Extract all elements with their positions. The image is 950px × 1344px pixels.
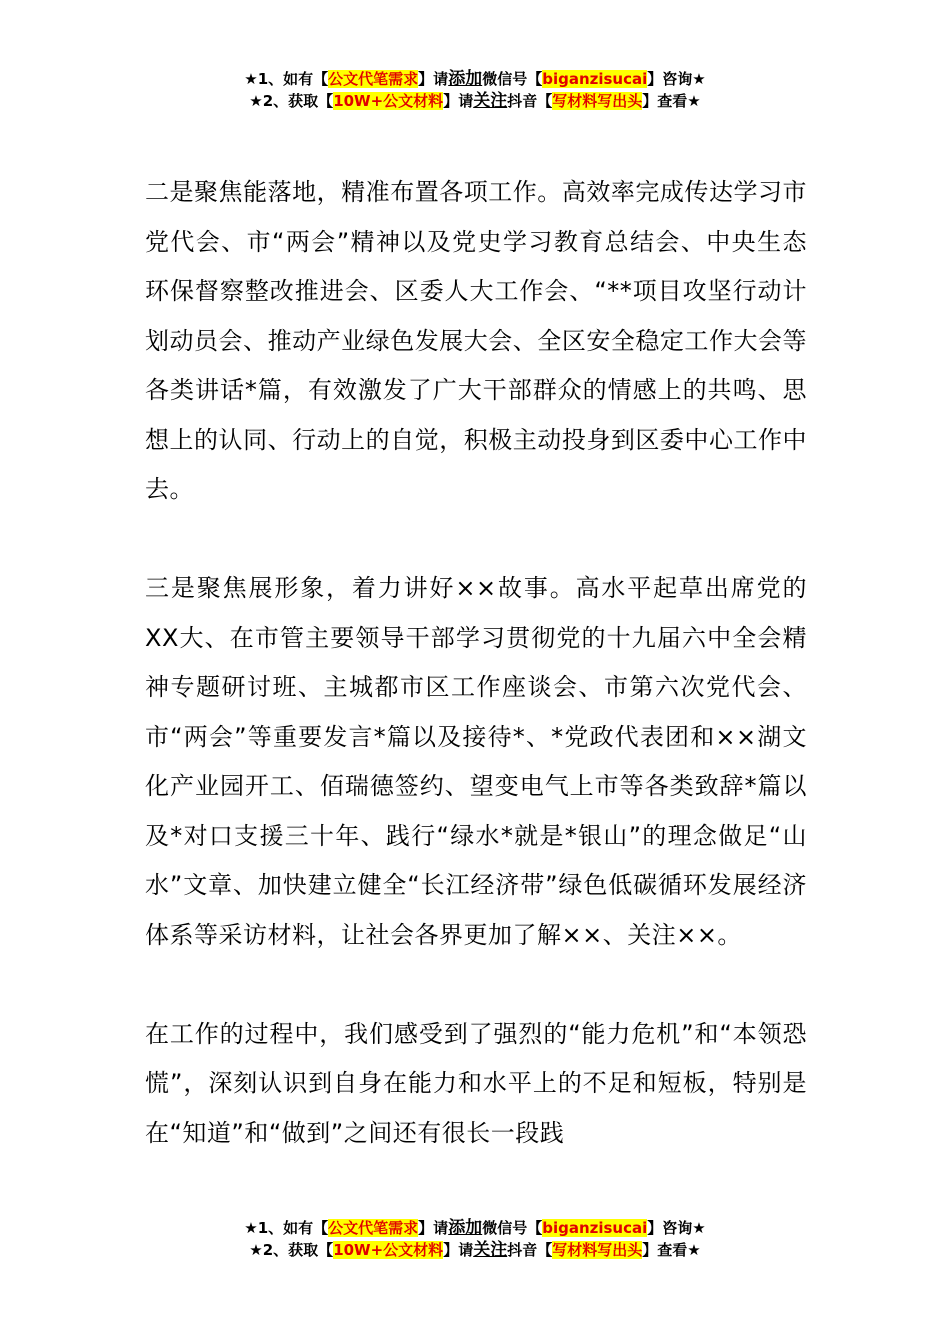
banner-line-2 (0, 1239, 950, 1261)
banner-highlight: 写材料写出头 (552, 1241, 643, 1259)
banner-text: 】请 (418, 70, 449, 88)
banner-highlight: biganzisucai (542, 1219, 648, 1237)
banner-highlight: 写材料写出头 (552, 92, 643, 110)
paragraph-3: 在工作的过程中，我们感受到了强烈的“能力危机”和“本领恐慌”，深刻认识到自身在能力和水平上的不足和短板，特别是在“知道”和“做到”之间还有很长一段践 (145, 1019, 807, 1147)
banner-text: 微信号【 (482, 70, 543, 88)
banner-emphasis: 添加 (448, 1218, 483, 1238)
banner-line-1 (0, 68, 950, 90)
paragraph-1: 二是聚焦能落地，精准布置各项工作。高效率完成传达学习市党代会、市“两会”精神以及党史学习教育总结会、中央生态环保督察整改推进会、区委人大工作会、“**项目攻坚行动计划动员会、推动产业绿色发展大会、全区安全稳定工作大会等各类讲话*篇，有效激发了广大干部群众的情感上的共鸣、思想上的认同、行动上的自觉，积极主动投身到区委中心工作中去。 (145, 178, 807, 503)
document-body (145, 168, 807, 1208)
banner-text: 】咨询★ (647, 70, 706, 88)
banner-line-1 (0, 1217, 950, 1239)
banner-highlight: 公文代笔需求 (328, 70, 419, 88)
banner-text: 】请 (443, 1241, 474, 1259)
header-banner (0, 68, 950, 112)
banner-text: 】查看★ (642, 1241, 701, 1259)
banner-text: 】请 (443, 92, 474, 110)
banner-text: ★1、如有【 (244, 1219, 329, 1237)
banner-highlight: 10W+公文材料 (333, 1241, 444, 1259)
banner-text: 抖音【 (507, 1241, 553, 1259)
banner-text: 微信号【 (482, 1219, 543, 1237)
banner-line-2 (0, 90, 950, 112)
banner-text: 抖音【 (507, 92, 553, 110)
banner-text: 】查看★ (642, 92, 701, 110)
banner-highlight: 10W+公文材料 (333, 92, 444, 110)
paragraph-2: 三是聚焦展形象，着力讲好××故事。高水平起草出席党的XX大、在市管主要领导干部学习贯彻党的十九届六中全会精神专题研讨班、主城都市区工作座谈会、市第六次党代会、市“两会”等重要发言*篇以及接待*、*党政代表团和××湖文化产业园开工、佰瑞德签约、望变电气上市等各类致辞*篇以及*对口支援三十年、践行“绿水*就是*银山”的理念做足“山水”文章、加快建立健全“长江经济带”绿色低碳循环发展经济体系等采访材料，让社会各界更加了解××、关注××。 (145, 574, 807, 949)
banner-emphasis: 关注 (473, 91, 508, 111)
banner-text: ★1、如有【 (244, 70, 329, 88)
banner-emphasis: 添加 (448, 69, 483, 89)
banner-highlight: biganzisucai (542, 70, 648, 88)
banner-text: ★2、获取【 (249, 1241, 334, 1259)
banner-text: 】咨询★ (647, 1219, 706, 1237)
footer-banner (0, 1217, 950, 1261)
banner-highlight: 公文代笔需求 (328, 1219, 419, 1237)
banner-emphasis: 关注 (473, 1240, 508, 1260)
banner-text: ★2、获取【 (249, 92, 334, 110)
banner-text: 】请 (418, 1219, 449, 1237)
